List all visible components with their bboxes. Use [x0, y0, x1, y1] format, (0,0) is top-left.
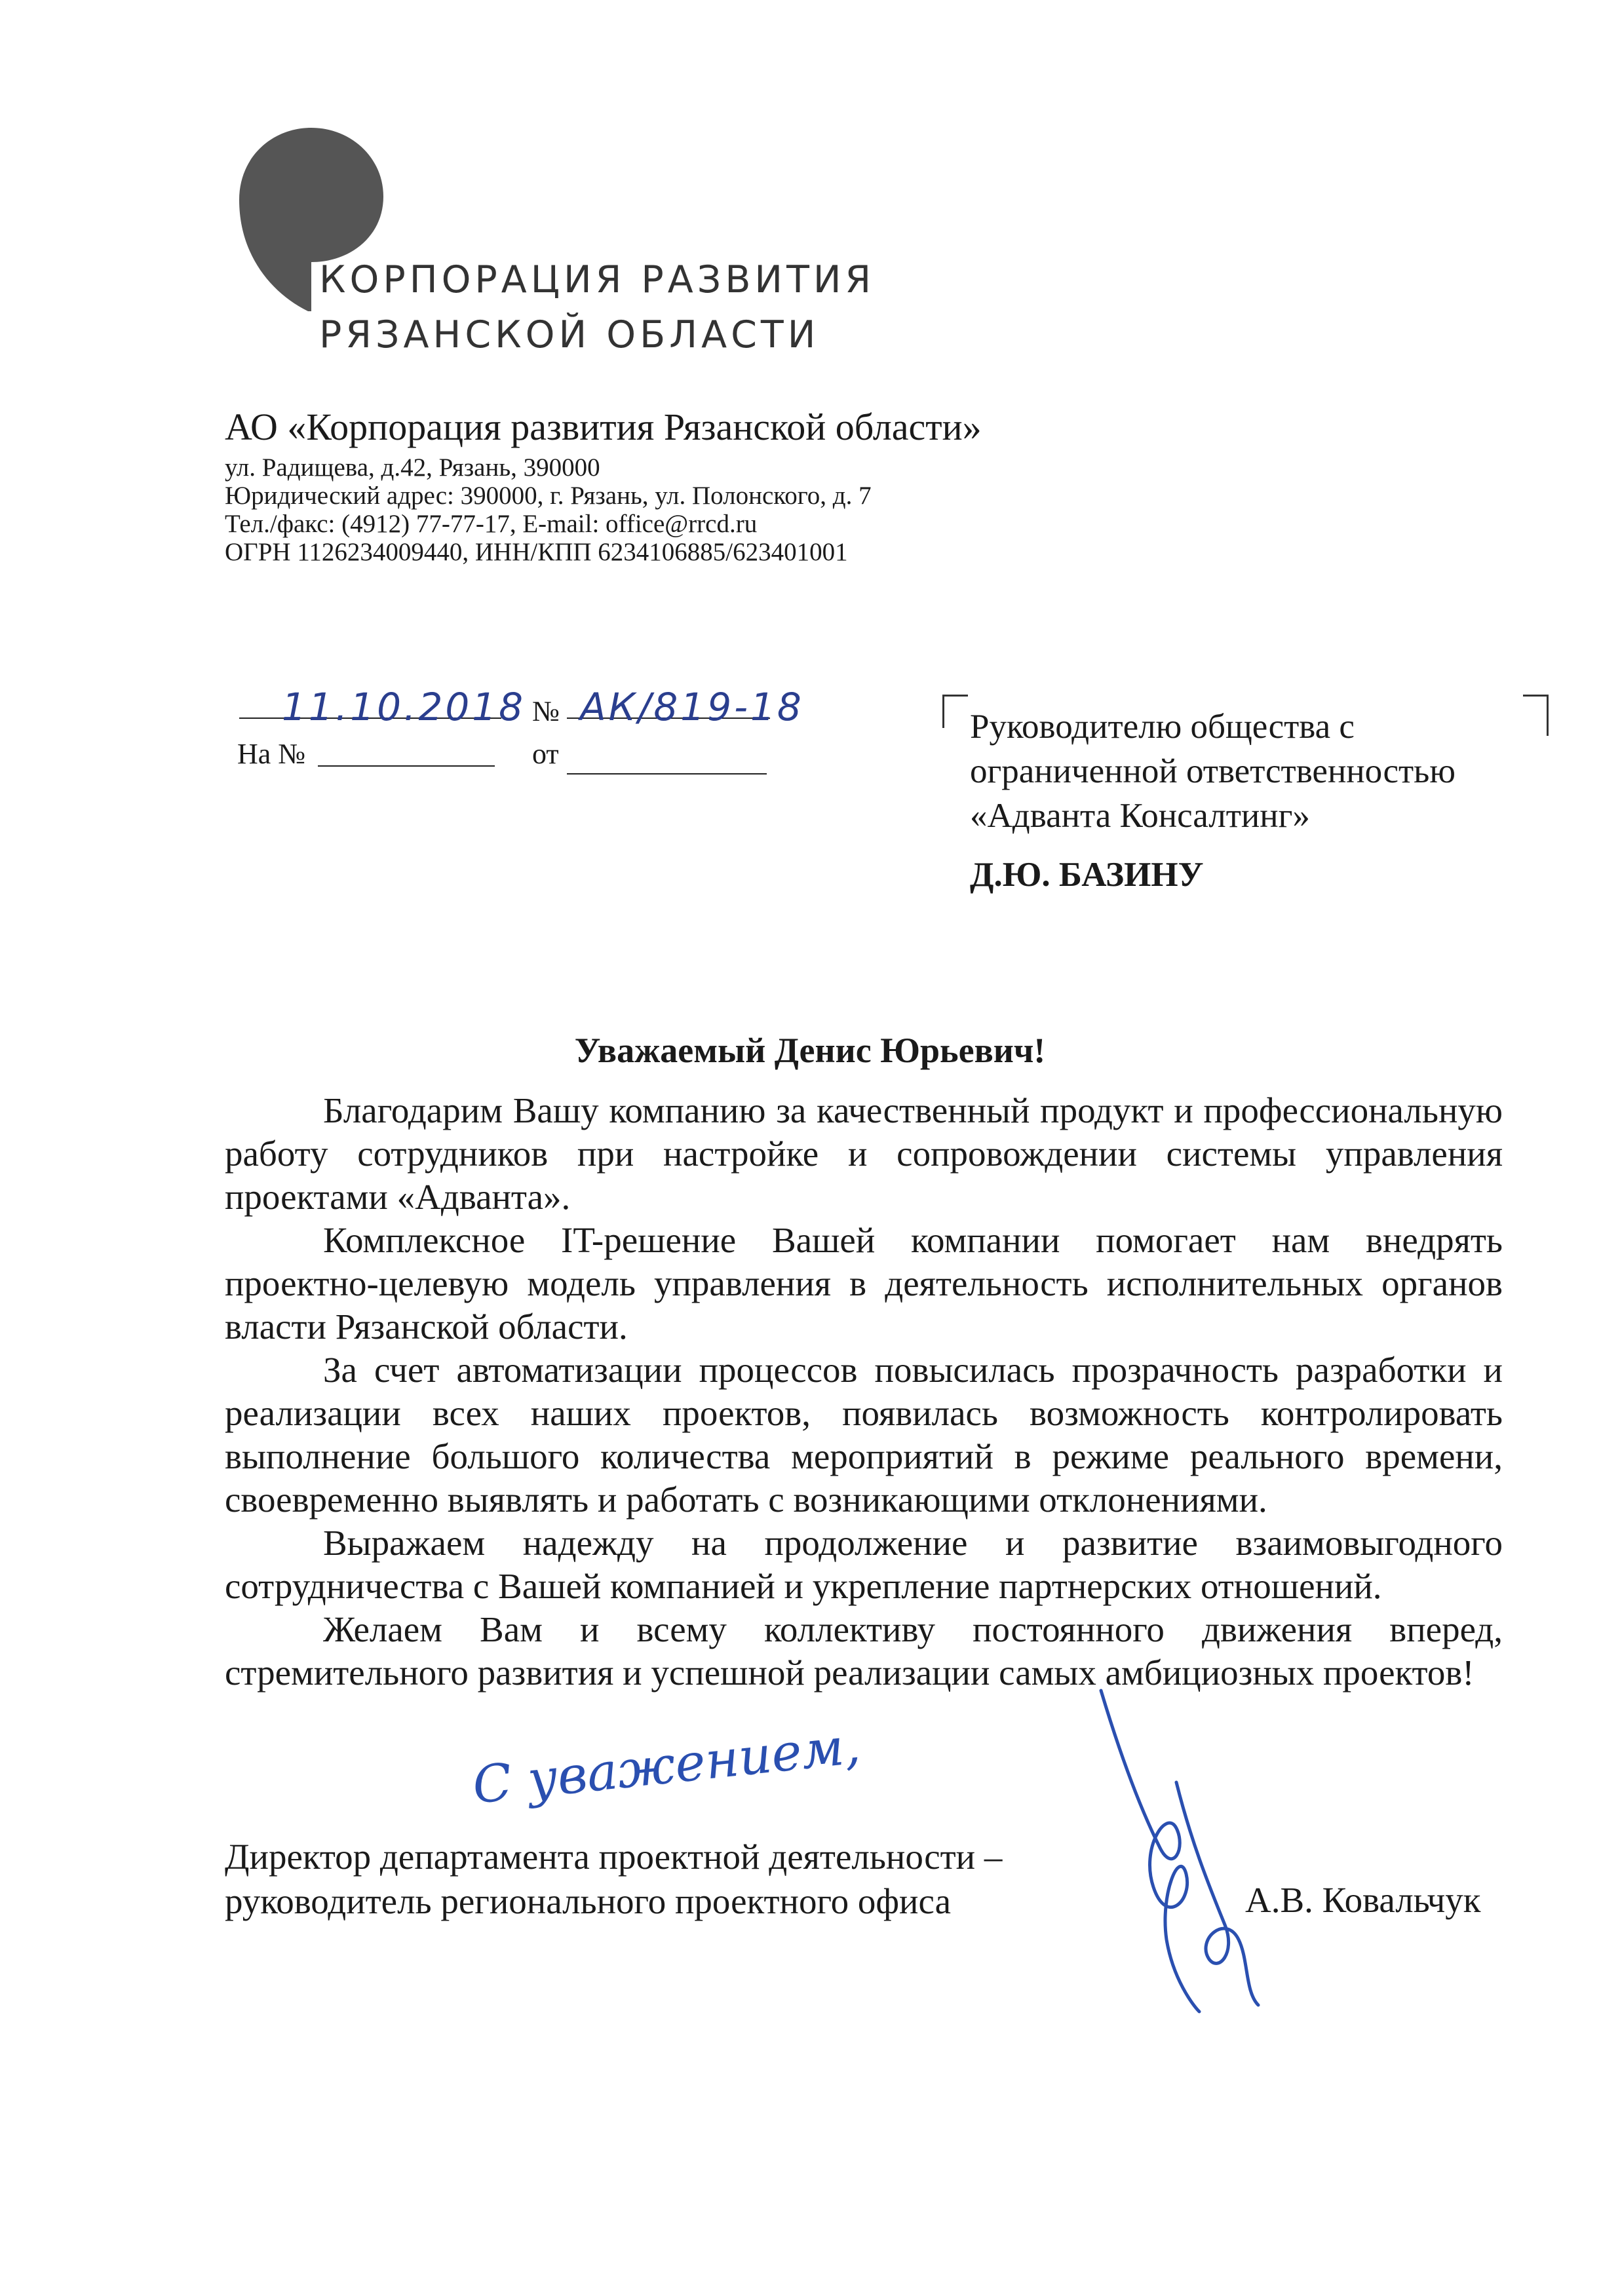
on-number-line: [318, 765, 495, 767]
addressee-name: Д.Ю. БАЗИНУ: [970, 856, 1204, 894]
paragraph: Комплексное IT-решение Вашей компании помогает нам внедрять проектно-целевую модель управления в деятельность исполнительных органов власти Рязанской области.: [225, 1220, 1503, 1347]
org-address: ул. Радищева, д.42, Рязань, 390000: [225, 453, 600, 482]
number-label: №: [532, 695, 560, 727]
paragraph: Благодарим Вашу компанию за качественный продукт и профессиональную работу сотрудников при настройке и сопровождении системы управления проектами «Адванта».: [225, 1090, 1503, 1217]
addressee-line-2: ограниченной ответственностью: [970, 752, 1456, 790]
signer-name: А.В. Ковальчук: [1245, 1880, 1481, 1920]
org-legal-address: Юридический адрес: 390000, г. Рязань, ул. Полонского, д. 7: [225, 482, 872, 510]
number-handwritten: АК/819-18: [580, 685, 804, 729]
org-contacts: Тел./факс: (4912) 77-77-17, E-mail: office@rrcd.ru: [225, 510, 758, 538]
org-registration: ОГРН 1126234009440, ИНН/КПП 6234106885/623401001: [225, 538, 848, 566]
org-name: АО «Корпорация развития Рязанской области»: [225, 406, 982, 448]
org-details: [225, 453, 872, 566]
signer-position-line-1: Директор департамента проектной деятельности –: [225, 1837, 1003, 1877]
addressee-block: [970, 704, 1456, 838]
paragraph: За счет автоматизации процессов повысилась прозрачность разработки и реализации всех наших проектов, появилась возможность контролировать выполнение большого количества мероприятий в режиме реального времени, своевременно выявлять и работать с возникающими отклонениями.: [225, 1350, 1503, 1520]
letter-body: [225, 1089, 1503, 1694]
logo-line-2: РЯЗАНСКОЙ ОБЛАСТИ: [319, 313, 820, 356]
addressee-bracket-left: [942, 695, 968, 728]
handwritten-signature: [1062, 1677, 1278, 2018]
signer-position: [225, 1835, 1002, 1924]
logo-wordmark: [319, 252, 875, 362]
on-number-label: На №: [237, 738, 306, 770]
salutation: Уважаемый Денис Юрьевич!: [574, 1031, 1046, 1070]
addressee-line-3: «Адванта Консалтинг»: [970, 797, 1310, 835]
addressee-bracket-right: [1523, 695, 1549, 736]
paragraph: Желаем Вам и всему коллективу постоянного движения вперед, стремительного развития и успешной реализации самых амбициозных проектов!: [225, 1609, 1503, 1693]
date-handwritten: 11.10.2018: [282, 685, 526, 729]
closing-handwritten: С уважением,: [469, 1716, 863, 1816]
signer-position-line-2: руководитель регионального проектного офиса: [225, 1881, 951, 1921]
from-label: от: [532, 738, 559, 770]
addressee-line-1: Руководителю общества с: [970, 708, 1355, 746]
from-line: [567, 773, 767, 775]
paragraph: Выражаем надежду на продолжение и развитие взаимовыгодного сотрудничества с Вашей компанией и укрепление партнерских отношений.: [225, 1523, 1503, 1606]
logo-line-1: КОРПОРАЦИЯ РАЗВИТИЯ: [319, 258, 876, 301]
